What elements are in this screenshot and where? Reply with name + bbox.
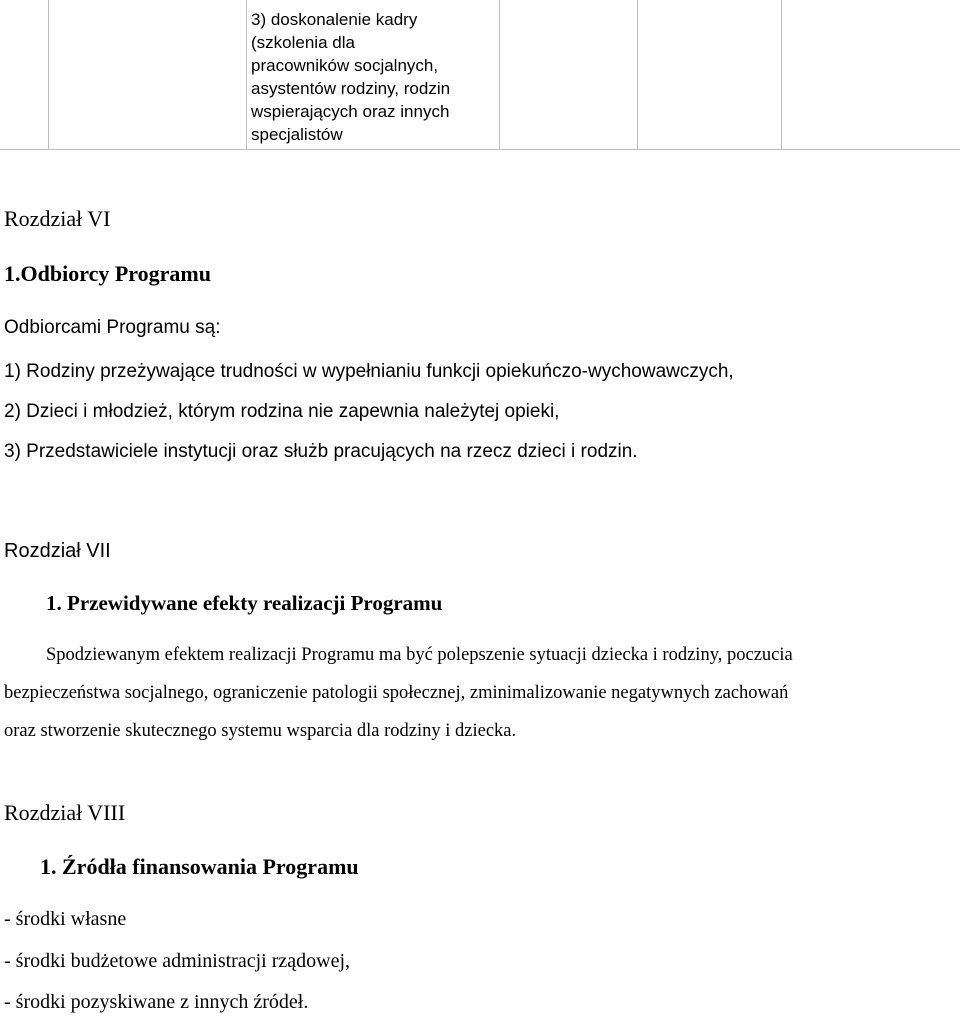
effects-paragraph-line: Spodziewanym efektem realizacji Programu ma być polepszenie sytuacji dziecka i rodziny, poczucia [46,645,793,665]
table-border [499,0,500,150]
table-cell-line: 3) doskonalenie kadry [251,10,418,29]
funding-item: - środki pozyskiwane z innych źródeł. [4,991,309,1013]
table-border [781,0,782,150]
section-title: 1. Przewidywane efekty realizacji Programu [46,591,443,615]
section-title: 1. Źródła finansowania Programu [40,854,359,879]
table-cell-line: pracowników socjalnych, [251,56,439,75]
chapter-heading: Rozdział VIII [4,800,126,825]
funding-item: - środki własne [4,908,127,930]
table-cell-line: (szkolenia dla [251,33,355,52]
chapter-heading: Rozdział VI [4,206,111,231]
effects-paragraph-line: bezpieczeństwa socjalnego, ograniczenie patologii społecznej, zminimalizowanie negatywnych zachowań [4,683,789,703]
effects-paragraph-line: oraz stworzenie skutecznego systemu wsparcia dla rodziny i dziecka. [4,721,517,741]
funding-item: - środki budżetowe administracji rządowej, [4,950,350,972]
table-cell-line: wspierających oraz innych [251,102,450,121]
section-title: 1.Odbiorcy Programu [4,261,211,286]
recipients-intro: Odbiorcami Programu są: [4,317,221,338]
table-border [48,0,49,150]
table-cell-line: asystentów rodziny, rodzin [251,79,451,98]
program-table-fragment [0,0,960,150]
chapter-heading: Rozdział VII [4,540,111,562]
recipients-item: 1) Rodziny przeżywające trudności w wypełnianiu funkcji opiekuńczo-wychowawczych, [4,361,734,382]
table-cell-task [251,8,491,146]
table-border [246,0,247,150]
recipients-item: 3) Przedstawiciele instytucji oraz służb pracujących na rzecz dzieci i rodzin. [4,441,638,462]
table-border [0,149,960,150]
recipients-item: 2) Dzieci i młodzież, którym rodzina nie zapewnia należytej opieki, [4,401,560,422]
table-cell-line: specjalistów [251,125,343,144]
table-border [637,0,638,150]
